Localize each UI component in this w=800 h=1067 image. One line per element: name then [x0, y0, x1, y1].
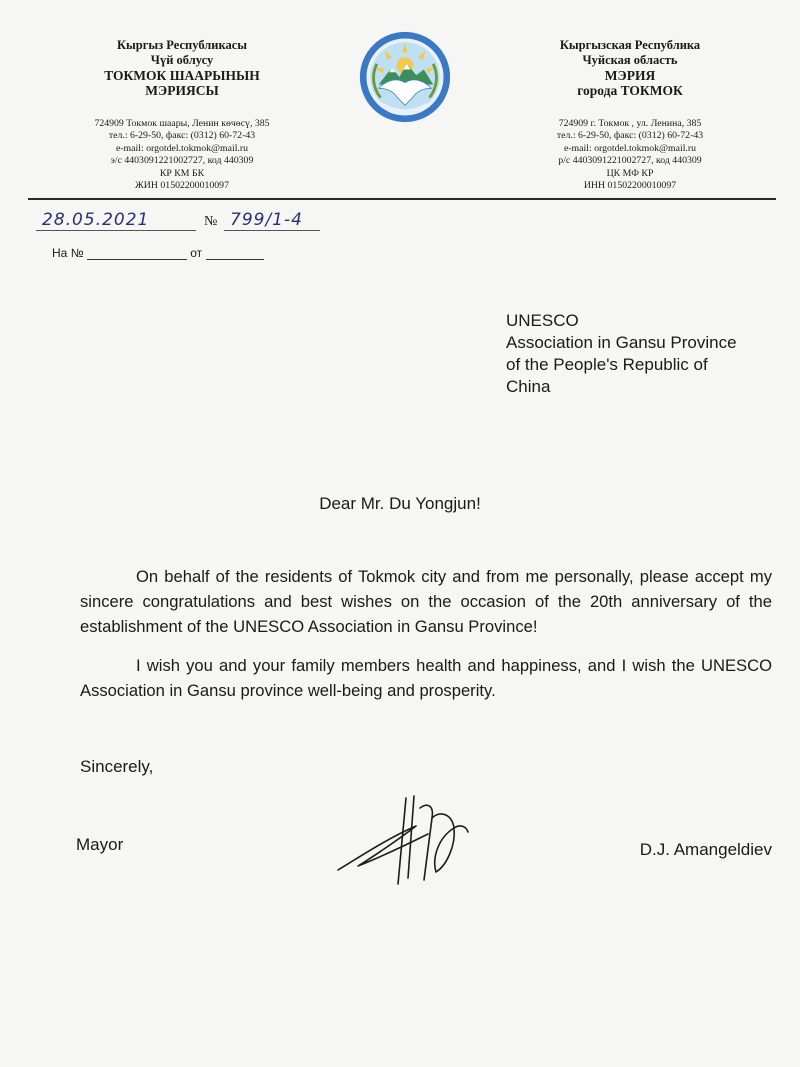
salutation: Dear Mr. Du Yongjun! — [319, 494, 481, 513]
handwritten-number: 799/1-4 — [230, 210, 303, 230]
header-right-line-4: города ТОКМОК — [577, 83, 683, 98]
header-right-email: e-mail: orgotdel.tokmok@mail.ru — [563, 142, 697, 154]
header-left-bank: КР КМ БК — [159, 167, 205, 179]
header-right-line-3: МЭРИЯ — [604, 68, 656, 83]
outgoing-number-sign: № — [204, 214, 218, 229]
body-paragraph-2: I wish you and your family members health and happiness, and I wish the UNESCO Association in Gansu province well-being and prosperity. — [80, 656, 772, 700]
header-right-line-1: Кыргызская Республика — [559, 38, 701, 52]
outgoing-number-field — [224, 208, 320, 231]
header-left-address: 724909 Токмок шаары, Ленин көчөсү, 385 — [94, 118, 270, 129]
header-left-line-4: МЭРИЯСЫ — [145, 83, 219, 98]
from-label: от — [190, 246, 203, 260]
header-right-contact — [520, 118, 740, 192]
outgoing-date-field — [36, 208, 196, 231]
recipient-address — [506, 310, 737, 398]
header-left-line-3: ТОКМОК ШААРЫНЫН — [104, 68, 260, 83]
header-right-bank: ЦК МФ КР — [606, 167, 654, 179]
closing-sincerely: Sincerely, — [80, 757, 154, 776]
header-left-contact — [72, 118, 292, 192]
body-paragraph-1: On behalf of the residents of Tokmok city and from me personally, please accept my sincere congratulations and best wishes on the occasion of the 20th anniversary of the establishment of the UNESCO Association in Gansu Province! — [80, 567, 772, 636]
header-right-phone: тел.: 6-29-50, факс: (0312) 60-72-43 — [556, 130, 704, 142]
handwritten-date: 28.05.2021 — [42, 210, 150, 230]
header-right-account: р/с 4403091221002727, код 440309 — [558, 155, 702, 167]
signer-name: D.J. Amangeldiev — [639, 840, 772, 859]
header-left-line-2: Чүй облусу — [150, 53, 214, 67]
incoming-date-blank — [206, 247, 264, 260]
header-left-account: э/с 4403091221002727, код 440309 — [110, 155, 254, 167]
header-divider — [28, 198, 776, 200]
header-right-line-2: Чуйская область — [582, 53, 678, 67]
recipient-line-1: UNESCO — [506, 311, 579, 330]
incoming-number-blank — [87, 247, 187, 260]
header-left-line-1: Кыргыз Республикасы — [116, 38, 248, 52]
recipient-line-4: China — [506, 377, 551, 396]
na-number-sign: № — [70, 246, 84, 260]
header-left-phone: тел.: 6-29-50, факс: (0312) 60-72-43 — [108, 130, 256, 142]
header-right-tax-id: ИНН 01502200010097 — [583, 180, 677, 192]
header-right-address: 724909 г. Токмок , ул. Ленина, 385 — [558, 118, 702, 129]
header-left-email: e-mail: orgotdel.tokmok@mail.ru — [115, 142, 249, 154]
kyrgyz-state-emblem-icon — [358, 30, 452, 124]
header-left-kyrgyz — [72, 38, 292, 192]
recipient-line-2: Association in Gansu Province — [506, 333, 737, 352]
signer-title: Mayor — [76, 835, 124, 854]
header-left-tax-id: ЖИН 01502200010097 — [135, 180, 229, 192]
recipient-line-3: of the People's Republic of — [506, 355, 708, 374]
na-label: На — [52, 246, 68, 260]
handwritten-signature — [328, 788, 478, 888]
incoming-reference-line — [52, 246, 264, 260]
header-right-russian — [520, 38, 740, 192]
